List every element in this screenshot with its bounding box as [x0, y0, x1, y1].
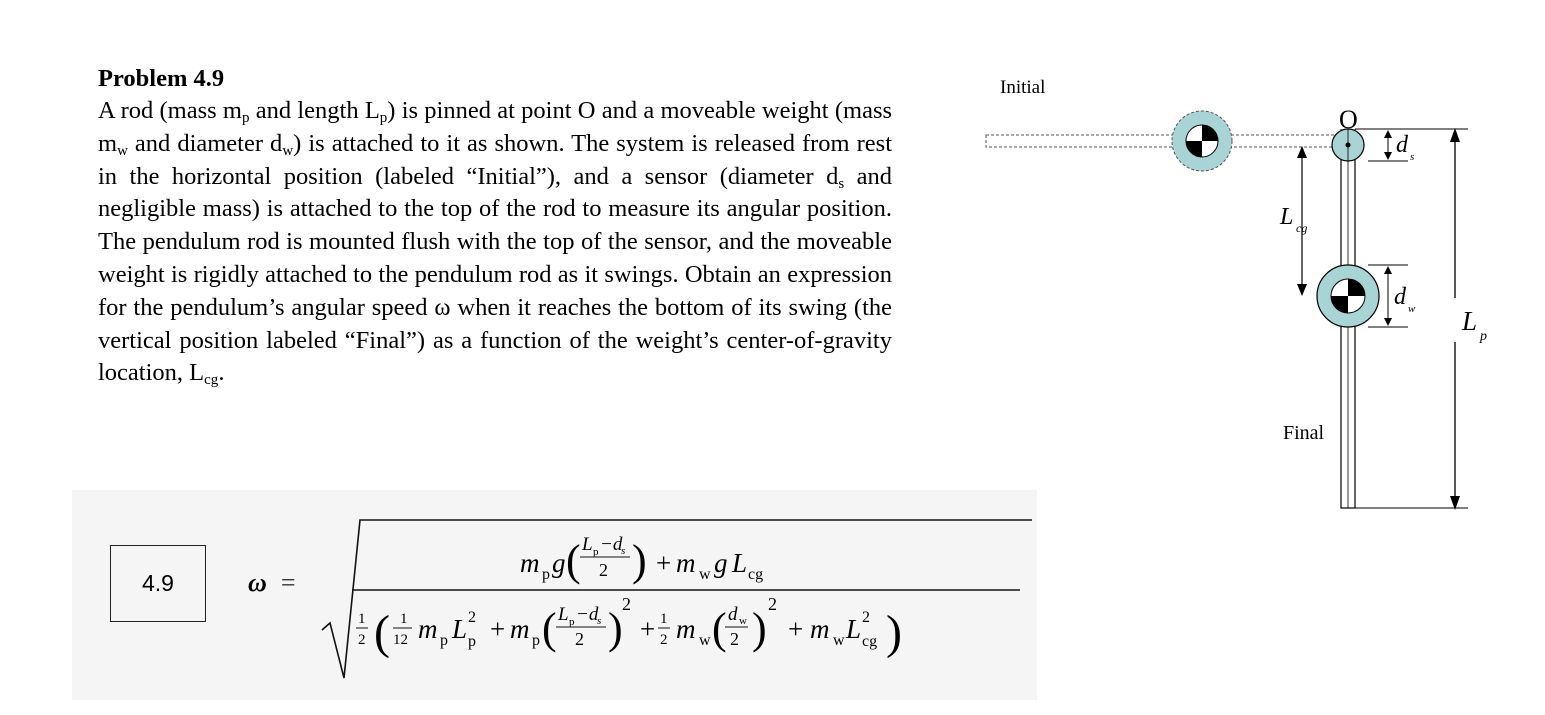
svg-text:(: (	[566, 536, 581, 585]
radical-sign	[322, 520, 1032, 678]
answer-number: 4.9	[142, 570, 174, 596]
svg-text:w: w	[833, 632, 845, 649]
svg-text:p: p	[593, 546, 599, 558]
svg-text:m: m	[810, 614, 830, 644]
svg-text:−d: −d	[576, 604, 599, 625]
svg-text:p: p	[532, 632, 540, 649]
svg-text:L: L	[846, 614, 862, 644]
svg-text:p: p	[440, 632, 448, 649]
svg-text:(: (	[712, 604, 727, 653]
svg-text:2: 2	[730, 629, 739, 649]
answer-number-box	[110, 545, 206, 622]
svg-text:m: m	[520, 548, 540, 578]
svg-text:w: w	[699, 632, 711, 649]
svg-text:L: L	[558, 604, 569, 625]
svg-text:w: w	[699, 566, 711, 583]
svg-text:+: +	[788, 614, 804, 644]
svg-text:(: (	[374, 606, 390, 659]
svg-text:1: 1	[358, 611, 366, 627]
svg-text:m: m	[510, 614, 530, 644]
svg-text:2: 2	[599, 560, 608, 580]
svg-text:s: s	[621, 545, 626, 557]
lp-label: L	[1462, 306, 1478, 336]
svg-text:m: m	[676, 548, 696, 578]
initial-rod-dashed	[986, 135, 1348, 147]
svg-text:cg: cg	[1296, 221, 1308, 235]
svg-text:cg: cg	[862, 633, 878, 650]
svg-text:p: p	[1480, 329, 1487, 344]
svg-text:+: +	[640, 614, 656, 644]
svg-text:2: 2	[575, 629, 584, 649]
problem-text: A rod (mass $m_p$ and length $L_p$) is pinned at point O and a moveable weight (mass $m_w$ and diameter $d_w$) is attached to it as shown. The system is released from rest in the horizontal position (labeled “Initial”), and a sensor (diameter $d_s$ and negligible mass) is attached to the top of the rod to measure its angular position. The pendulum rod is mounted flush with the top of the sensor, and the moveable weight is rigidly attached to the pendulum rod as it swings. Obtain an expression for the pendulum’s angular speed ω when it reaches the bottom of its swing (the vertical position labeled “Final”) as a function of the weight’s center-of-gravity location, $L_{cg}$.	[98, 97, 893, 389]
svg-text:s: s	[597, 615, 602, 627]
formula-denominator	[356, 594, 902, 659]
svg-text:2: 2	[768, 594, 777, 614]
problem-title: Problem 4.9	[98, 65, 225, 92]
svg-text:): )	[886, 606, 902, 659]
svg-text:d: d	[728, 604, 738, 625]
svg-text:12: 12	[393, 632, 408, 648]
svg-text:+: +	[656, 548, 672, 578]
svg-text:s: s	[1410, 151, 1415, 163]
svg-text:L: L	[732, 548, 748, 578]
svg-text:m: m	[418, 614, 438, 644]
svg-text:w: w	[1408, 303, 1416, 315]
svg-text:2: 2	[358, 632, 366, 648]
svg-text:1: 1	[400, 611, 408, 627]
formula-numerator	[520, 534, 763, 585]
omega-symbol: ω =	[248, 568, 296, 597]
pivot-point	[1346, 143, 1351, 148]
dw-label: d	[1394, 284, 1406, 310]
svg-text:p: p	[468, 633, 476, 650]
svg-text:−d: −d	[600, 534, 623, 555]
svg-text:L: L	[582, 534, 593, 555]
svg-text:2: 2	[622, 594, 631, 614]
lcg-label: L	[1280, 204, 1294, 230]
final-label: Final	[1283, 422, 1325, 444]
svg-text:1: 1	[660, 611, 668, 627]
svg-text:): )	[632, 536, 647, 585]
svg-text:g: g	[714, 548, 728, 578]
svg-text:p: p	[542, 566, 550, 583]
svg-text:L: L	[452, 614, 468, 644]
svg-text:): )	[752, 604, 767, 653]
answer-formula	[320, 510, 1035, 685]
svg-text:2: 2	[862, 609, 870, 626]
svg-text:m: m	[676, 614, 696, 644]
problem-statement	[98, 62, 892, 390]
svg-text:2: 2	[660, 632, 668, 648]
svg-text:cg: cg	[748, 566, 764, 583]
svg-text:p: p	[569, 616, 575, 628]
initial-label: Initial	[1000, 77, 1046, 98]
svg-text:+: +	[490, 614, 506, 644]
svg-text:(: (	[542, 604, 557, 653]
svg-text:g: g	[552, 548, 566, 578]
pendulum-diagram	[978, 60, 1498, 520]
svg-text:2: 2	[468, 609, 476, 626]
answer-panel	[72, 490, 1037, 700]
svg-text:w: w	[739, 615, 747, 627]
svg-text:): )	[608, 604, 623, 653]
ds-label: d	[1396, 132, 1408, 158]
pivot-label: O	[1339, 105, 1358, 134]
